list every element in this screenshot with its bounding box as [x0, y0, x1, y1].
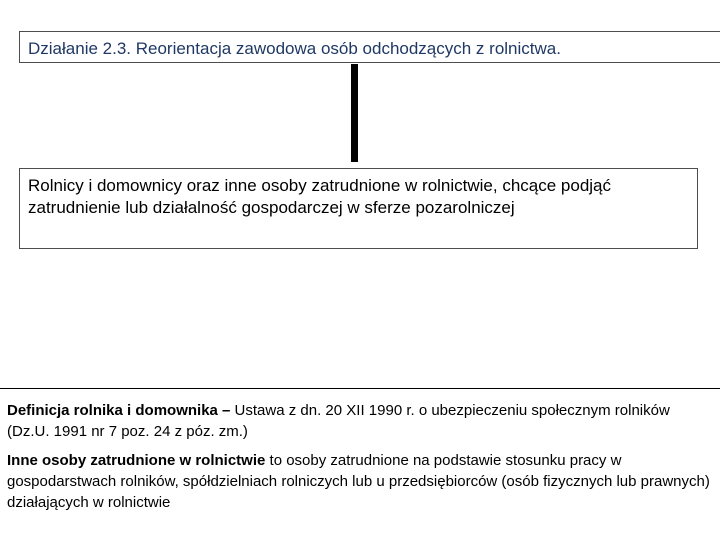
section-divider [0, 388, 720, 389]
definition-text: Ustawa z dn. 20 XII 1990 r. o ubezpieczeniu społecznym rolników (Dz.U. 1991 nr 7 poz. 24 z póz. zm.) [7, 402, 670, 440]
measure-title: Działanie 2.3. Reorientacja zawodowa osób odchodzących z rolnictwa. [28, 39, 561, 58]
target-group-box [19, 168, 698, 249]
measure-title-box [19, 31, 720, 63]
other-persons-term: Inne osoby zatrudnione w rolnictwie [7, 452, 266, 469]
definitions-section [7, 400, 713, 513]
other-persons-text: to osoby zatrudnione na podstawie stosunku pracy w gospodarstwach rolników, spółdzielniach rolniczych lub u przedsiębiorców (osób fizycznych lub prawnych) działających w rolnictwie [7, 452, 710, 511]
other-persons-note [7, 450, 713, 513]
definition-note [7, 400, 713, 442]
target-group-text: Rolnicy i domownicy oraz inne osoby zatrudnione w rolnictwie, chcące podjąć zatrudnienie lub działalność gospodarczej w sferze pozarolniczej [28, 176, 612, 217]
definition-term: Definicja rolnika i domownika – [7, 402, 231, 419]
connector-line [351, 64, 358, 162]
